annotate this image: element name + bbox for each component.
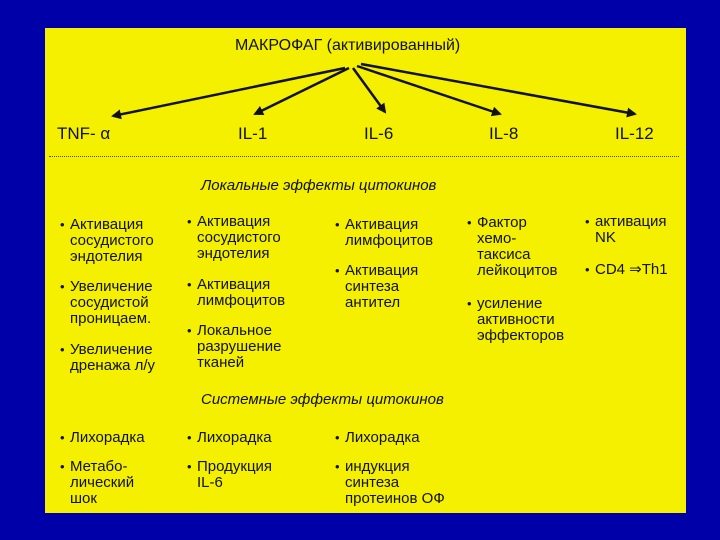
bullet-dot: • (467, 215, 472, 230)
bullet-dot: • (60, 279, 65, 294)
local-effects-heading: Локальные эффекты цитокинов (201, 177, 437, 194)
bullet-dot: • (335, 430, 340, 445)
local-tnf-item (60, 341, 156, 374)
bullet-text: Активация синтеза антител (345, 262, 419, 311)
cytokine-il12: IL-12 (615, 124, 654, 143)
systemic-il1-item (187, 429, 272, 446)
bullet-text: CD4 ⇒Th1 (595, 261, 668, 278)
systemic-il6-item (335, 429, 420, 446)
bullet-text: Увеличение сосудистой проницаем. (70, 278, 153, 327)
cytokine-il1: IL-1 (238, 124, 268, 143)
bullet-dot: • (60, 459, 65, 474)
macrophage-title: МАКРОФАГ (активированный) (235, 37, 461, 54)
local-il8-item (467, 214, 558, 279)
systemic-tnf-item (60, 429, 145, 446)
systemic-il6-item (335, 458, 445, 507)
bullet-dot: • (60, 342, 65, 357)
local-tnf-item (60, 216, 154, 265)
systemic-il1-item (187, 458, 273, 491)
slide-panel (45, 28, 686, 513)
bullet-text: Лихорадка (70, 429, 145, 446)
cytokine-il8: IL-8 (489, 124, 519, 143)
bullet-dot: • (187, 459, 192, 474)
arrow-to-il1 (255, 68, 349, 114)
local-tnf-item (60, 278, 153, 327)
arrow-to-tnf (113, 68, 345, 116)
local-il12-item (585, 261, 668, 278)
systemic-effects-heading: Системные эффекты цитокинов (201, 391, 444, 408)
bullet-text: Продукция IL-6 (197, 458, 273, 491)
bullet-dot: • (187, 214, 192, 229)
bullet-text: индукция синтеза протеинов ОФ (345, 458, 445, 507)
bullet-dot: • (60, 430, 65, 445)
bullet-text: Метабо- лический шок (70, 458, 135, 507)
bullet-text: Лихорадка (345, 429, 420, 446)
bullet-text: Фактор хемо- таксиса лейкоцитов (477, 214, 558, 279)
local-il1-item (187, 322, 282, 371)
separator-line (49, 156, 679, 157)
bullet-dot: • (187, 277, 192, 292)
local-il12-item (585, 213, 667, 246)
bullet-text: Активация сосудистого эндотелия (70, 216, 154, 265)
local-il1-item (187, 213, 281, 262)
bullet-dot: • (187, 430, 192, 445)
bullet-text: Активация лимфоцитов (345, 216, 434, 249)
cytokine-il6: IL-6 (364, 124, 394, 143)
bullet-dot: • (585, 262, 590, 277)
bullet-text: усиление активности эффекторов (477, 295, 565, 344)
bullet-text: Лихорадка (197, 429, 272, 446)
bullet-dot: • (335, 263, 340, 278)
bullet-dot: • (60, 217, 65, 232)
cytokine-tnf: TNF- α (57, 124, 111, 143)
local-il6-item (335, 216, 434, 249)
local-il6-item (335, 262, 419, 311)
bullet-dot: • (187, 323, 192, 338)
bullet-dot: • (585, 214, 590, 229)
bullet-dot: • (335, 217, 340, 232)
bullet-dot: • (467, 296, 472, 311)
bullet-text: Активация сосудистого эндотелия (197, 213, 281, 262)
bullet-dot: • (335, 459, 340, 474)
arrow-to-il8 (357, 66, 500, 114)
bullet-text: Активация лимфоцитов (197, 276, 286, 309)
systemic-tnf-item (60, 458, 135, 507)
local-il8-item (467, 295, 565, 344)
bullet-text: Локальное разрушение тканей (197, 322, 282, 371)
bullet-text: активация NK (595, 213, 667, 246)
arrow-to-il12 (361, 64, 635, 114)
local-il1-item (187, 276, 286, 309)
bullet-text: Увеличение дренажа л/у (70, 341, 156, 374)
